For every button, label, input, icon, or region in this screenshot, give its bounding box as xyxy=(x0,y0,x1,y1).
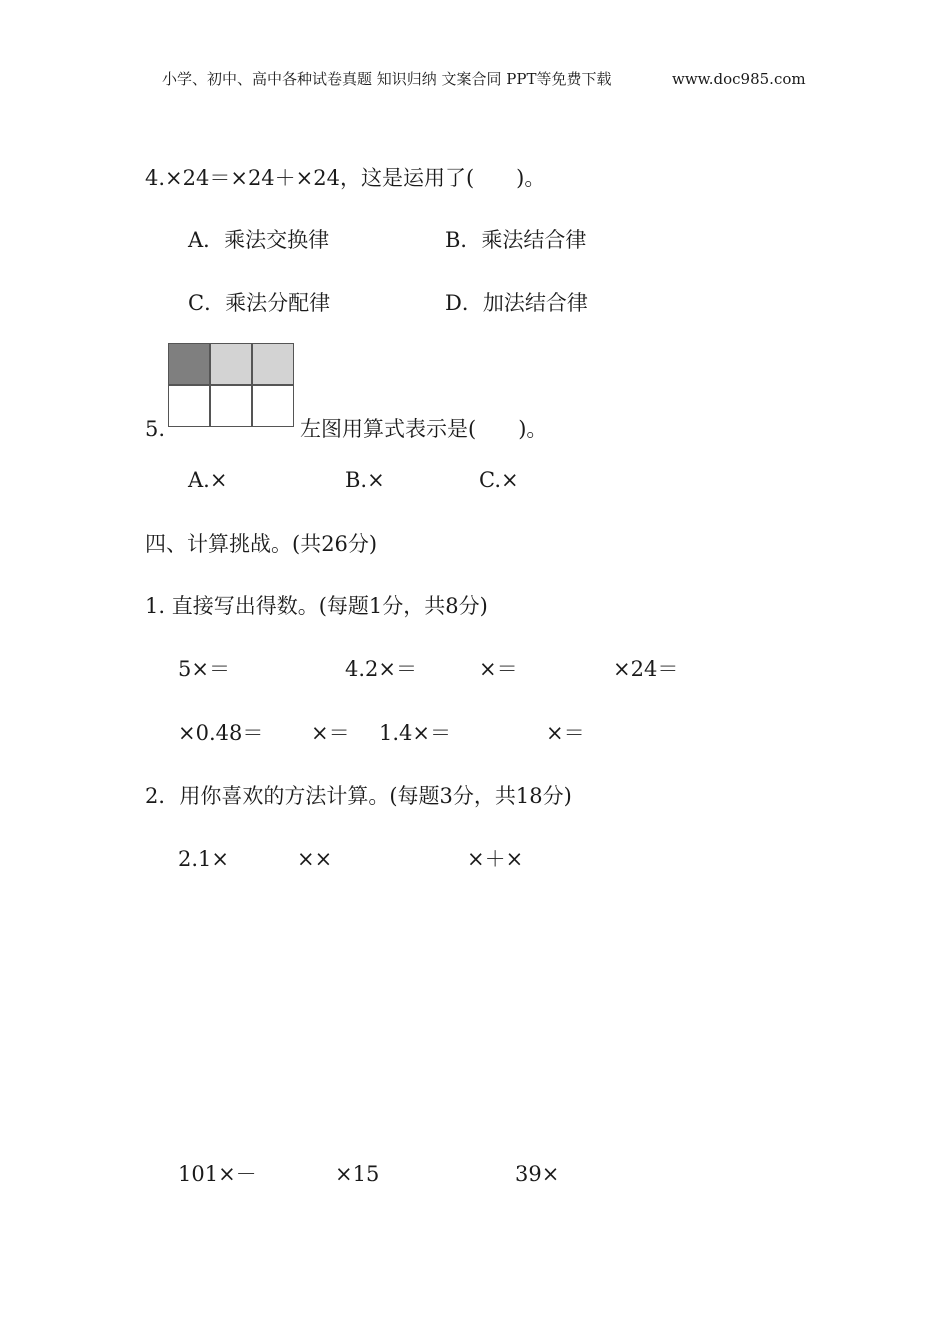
calc-item: 2.1× xyxy=(178,847,229,871)
calc-item: 39× xyxy=(515,1162,560,1186)
calc-item: ×15 xyxy=(335,1162,380,1186)
grid-cell-r1-c2 xyxy=(210,343,252,385)
oral-calc-item: 5×＝ xyxy=(178,657,230,681)
grid-cell-r2-c1 xyxy=(168,385,210,427)
q5-stem: 左图用算式表示是( )。 xyxy=(300,417,548,441)
q5-option-c: C.× xyxy=(479,468,519,492)
calc-item: ×× xyxy=(297,847,333,871)
grid-cell-r1-c1 xyxy=(168,343,210,385)
fraction-grid-figure xyxy=(168,343,294,427)
part-2-title: 2．用你喜欢的方法计算。(每题3分，共18分) xyxy=(145,784,572,808)
q5-number: 5. xyxy=(145,417,166,441)
part-1-title: 1. 直接写出得数。(每题1分，共8分) xyxy=(145,594,488,618)
q4-option-c: C．乘法分配律 xyxy=(188,291,331,315)
oral-calc-item: ×24＝ xyxy=(613,657,679,681)
header-left-text: 小学、初中、高中各种试卷真题 知识归纳 文案合同 PPT等免费下载 xyxy=(162,70,612,88)
calc-item: 101×－ xyxy=(178,1162,257,1186)
calc-item: ×＋× xyxy=(467,847,524,871)
header-url: www.doc985.com xyxy=(672,70,806,88)
grid-cell-r1-c3 xyxy=(252,343,294,385)
oral-calc-item: ×＝ xyxy=(311,721,350,745)
q5-option-b: B.× xyxy=(345,468,385,492)
q4-option-d: D．加法结合律 xyxy=(445,291,588,315)
grid-cell-r2-c3 xyxy=(252,385,294,427)
oral-calc-item: 4.2×＝ xyxy=(345,657,417,681)
oral-calc-item: 1.4×＝ xyxy=(379,721,451,745)
grid-cell-r2-c2 xyxy=(210,385,252,427)
q4-stem: 4.×24＝×24＋×24，这是运用了( )。 xyxy=(145,166,546,190)
oral-calc-item: ×＝ xyxy=(546,721,585,745)
q4-option-b: B．乘法结合律 xyxy=(445,228,587,252)
oral-calc-item: ×0.48＝ xyxy=(178,721,264,745)
oral-calc-item: ×＝ xyxy=(479,657,518,681)
section-4-title: 四、计算挑战。(共26分) xyxy=(145,532,378,556)
q4-option-a: A．乘法交换律 xyxy=(188,228,330,252)
q5-option-a: A.× xyxy=(188,468,228,492)
